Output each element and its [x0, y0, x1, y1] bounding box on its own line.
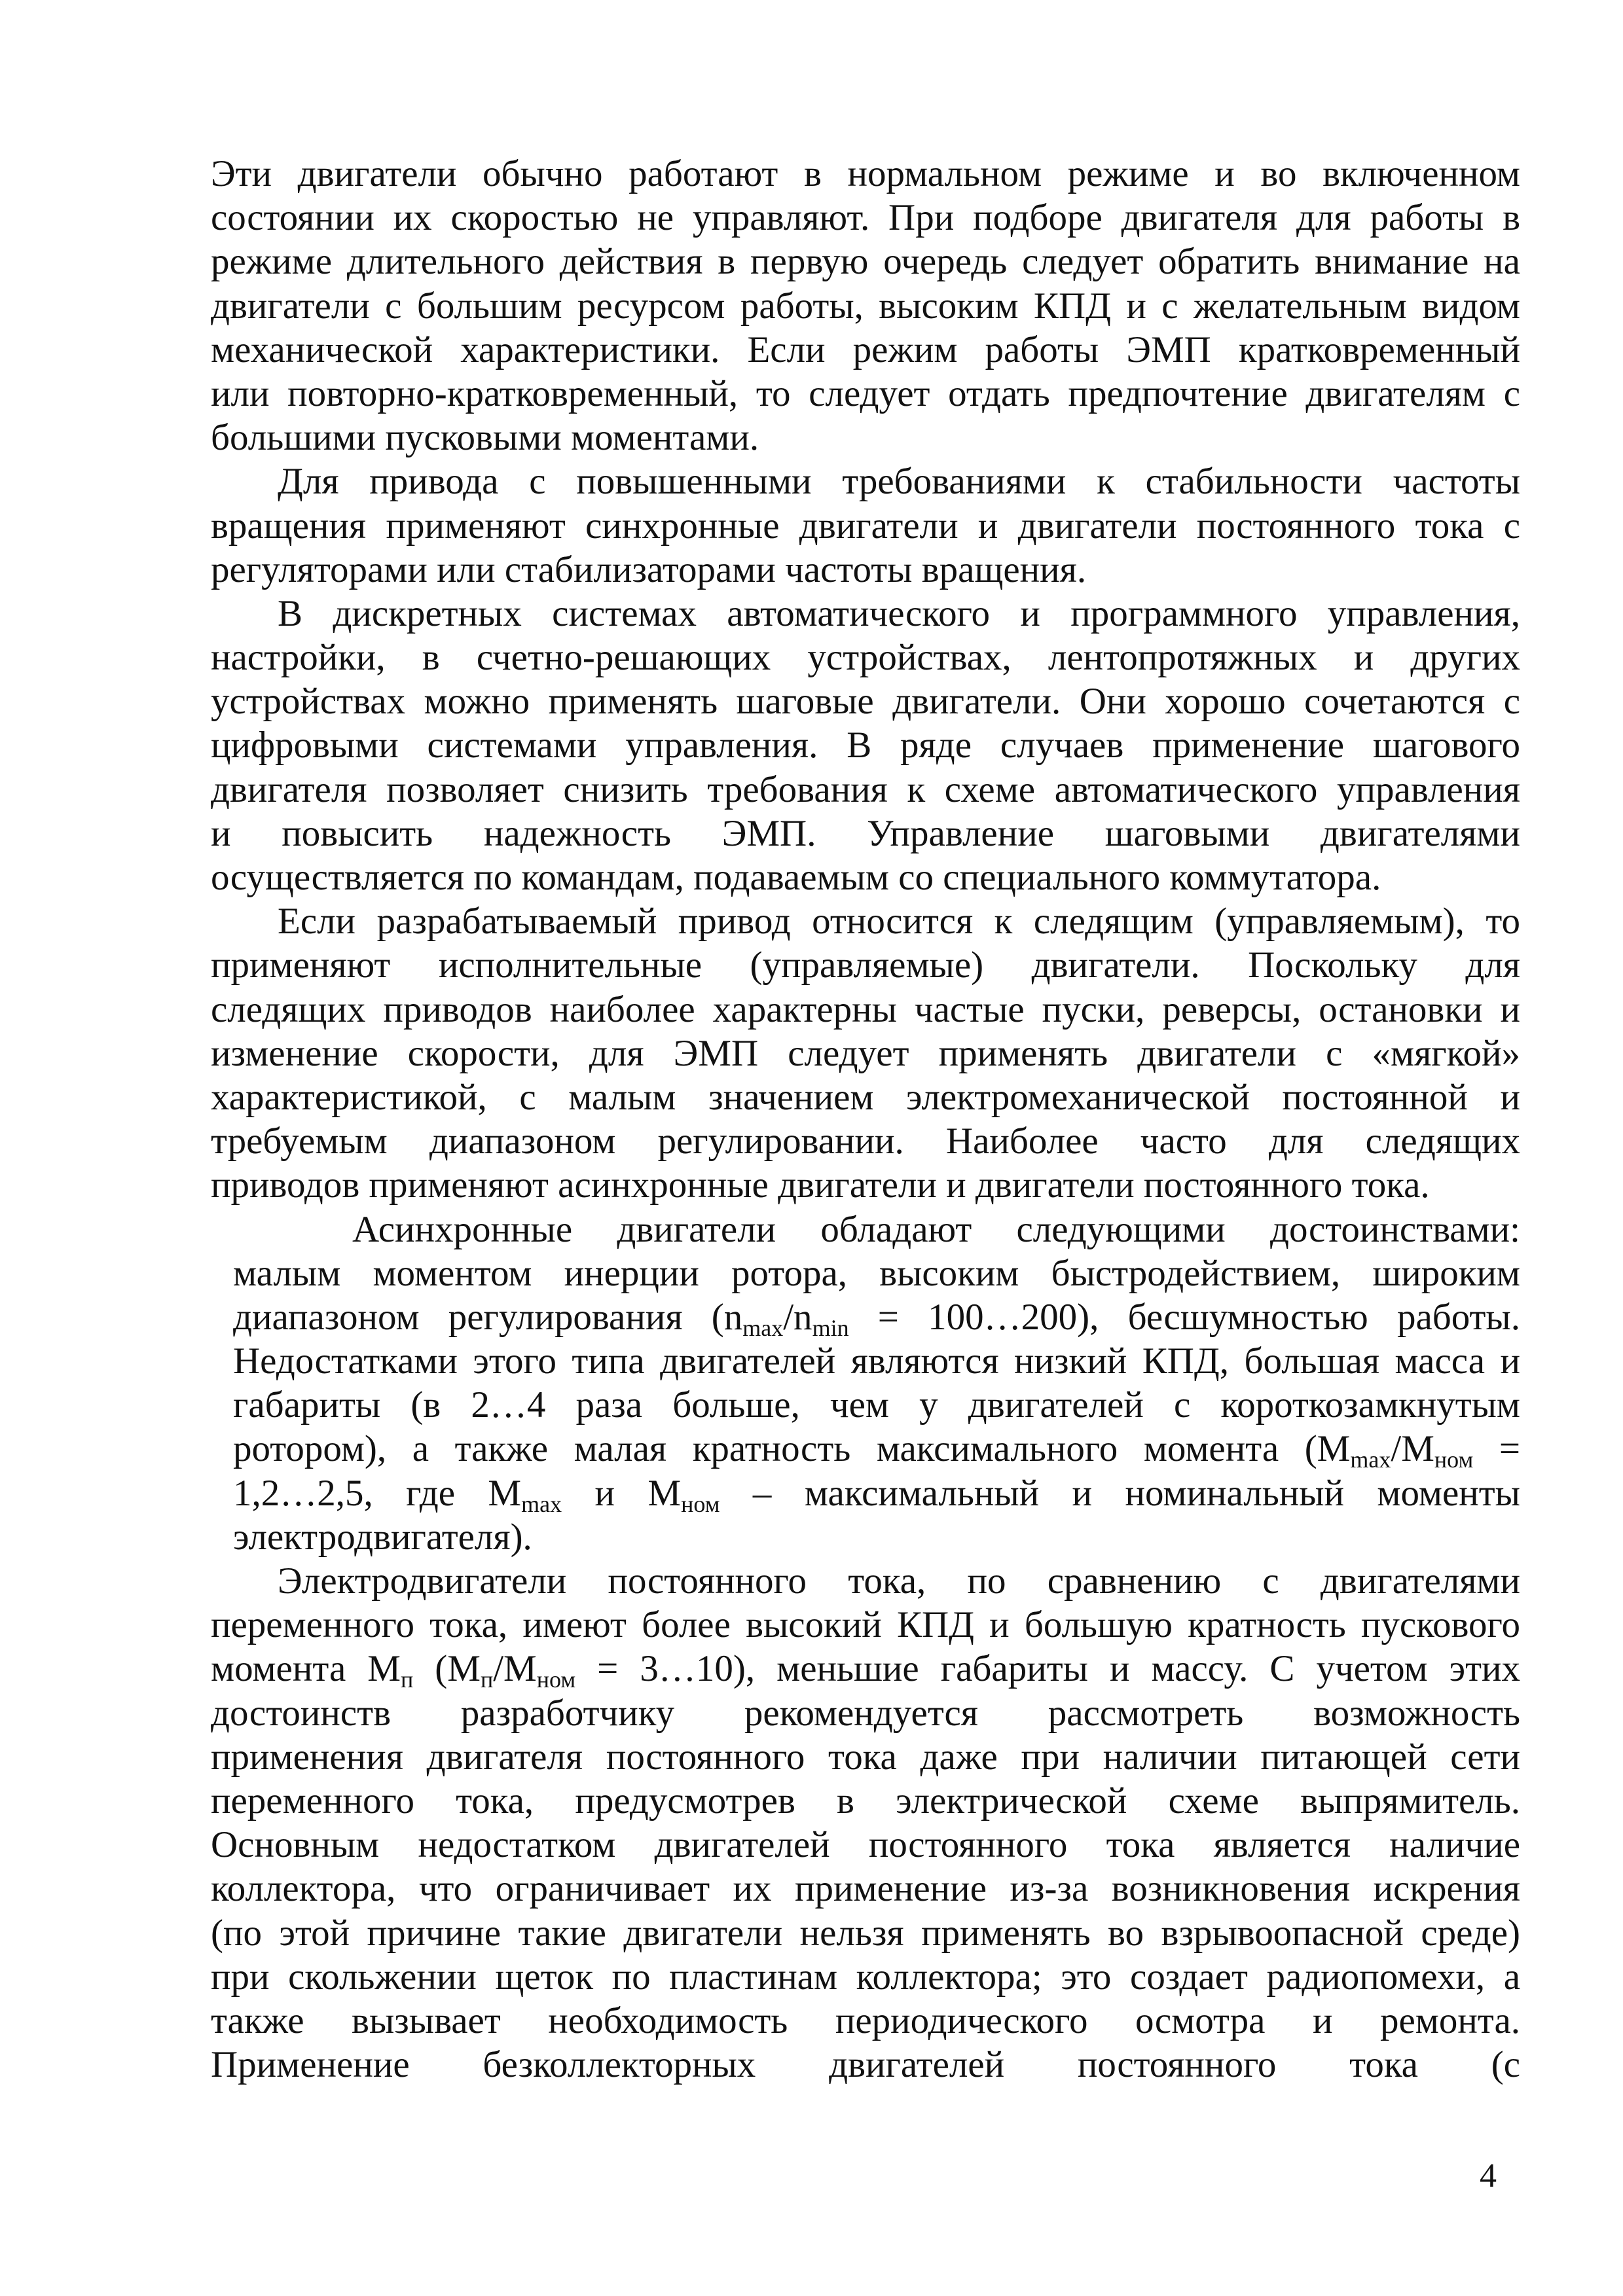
text-line: при скольжении щеток по пластинам коллектора; это создает радиопомехи, а — [211, 1956, 1520, 1998]
text-fragment: ротором), а также малая кратность максимального момента (M — [233, 1428, 1351, 1470]
text-line: регуляторами или стабилизаторами частоты вращения. — [211, 548, 1087, 590]
text-line: Асинхронные двигатели обладают следующими достоинствами: — [352, 1208, 1520, 1250]
document-body — [211, 152, 1520, 2087]
text-line: двигатели с большим ресурсом работы, высоким КПД и с желательным видом — [211, 285, 1520, 327]
text-line: коллектора, что ограничивает их применение из-за возникновения искрения — [211, 1868, 1520, 1910]
text-line: Основным недостатком двигателей постоянного тока является наличие — [211, 1824, 1520, 1866]
text-fragment: 1,2…2,5, где M — [233, 1472, 522, 1514]
text-line: следящих приводов наиболее характерны частые пуски, реверсы, остановки и — [211, 988, 1520, 1030]
text-line: осуществляется по командам, подаваемым со специального коммутатора. — [211, 857, 1381, 898]
text-line: настройки, в счетно-решающих устройствах, лентопротяжных и других — [211, 637, 1520, 679]
text-line: и повысить надежность ЭМП. Управление шаговыми двигателями — [211, 812, 1520, 854]
text-line: изменение скорости, для ЭМП следует применять двигатели с «мягкой» — [211, 1032, 1520, 1074]
subscript: max — [521, 1490, 562, 1515]
text-line: применяют исполнительные (управляемые) двигатели. Поскольку для — [211, 944, 1520, 986]
subscript: п — [480, 1666, 494, 1691]
text-line: электродвигателя). — [233, 1516, 532, 1558]
text-fragment: = 3…10), меньшие габариты и массу. С учетом этих — [575, 1648, 1520, 1690]
text-line: приводов применяют асинхронные двигатели и двигатели постоянного тока. — [211, 1164, 1430, 1206]
text-line: Для привода с повышенными требованиями к стабильности частоты — [278, 461, 1520, 503]
text-line: Эти двигатели обычно работают в нормальном режиме и во включенном — [211, 153, 1520, 194]
text-line: характеристикой, с малым значением электромеханической постоянной и — [211, 1076, 1520, 1118]
text-line-with-formula — [211, 1295, 1520, 1339]
subscript: max — [1350, 1446, 1391, 1471]
text-line: В дискретных системах автоматического и программного управления, — [278, 592, 1520, 634]
subscript: ном — [1434, 1446, 1474, 1471]
text-fragment: диапазоном регулирования (n — [233, 1296, 743, 1338]
text-fragment: /M — [493, 1648, 537, 1690]
text-fragment: = 100…200), бесшумностью работы. — [848, 1296, 1520, 1338]
text-fragment: – максимальный и номинальный моменты — [720, 1472, 1520, 1514]
text-line: малым моментом инерции ротора, высоким быстродействием, широким — [233, 1252, 1520, 1294]
text-line: требуемым диапазоном регулировании. Наиболее часто для следящих — [211, 1121, 1520, 1162]
subscript: ном — [536, 1666, 576, 1691]
text-line: механической характеристики. Если режим работы ЭМП кратковременный — [211, 329, 1520, 370]
text-fragment: /M — [1391, 1428, 1434, 1470]
text-line: Электродвигатели постоянного тока, по сравнению с двигателями — [278, 1560, 1520, 1602]
text-line: Применение безколлекторных двигателей постоянного тока (с — [211, 2044, 1520, 2086]
text-line: достоинств разработчику рекомендуется рассмотреть возможность — [211, 1692, 1520, 1734]
text-line-with-formula — [211, 1647, 1520, 1691]
subscript: п — [400, 1666, 414, 1691]
text-line: состоянии их скоростью не управляют. При подборе двигателя для работы в — [211, 197, 1520, 239]
text-line: вращения применяют синхронные двигатели и двигатели постоянного тока с — [211, 505, 1520, 547]
text-line: (по этой причине такие двигатели нельзя применять во взрывоопасной среде) — [211, 1912, 1520, 1954]
subscript: ном — [681, 1490, 720, 1515]
text-line: переменного тока, имеют более высокий КПД и большую кратность пускового — [211, 1604, 1520, 1646]
text-line-with-formula — [211, 1471, 1520, 1515]
text-line: Недостатками этого типа двигателей являются низкий КПД, большая масса и — [233, 1340, 1520, 1382]
page-number: 4 — [1480, 2157, 1497, 2195]
text-fragment: /n — [783, 1296, 812, 1338]
text-line: Если разрабатываемый привод относится к следящим (управляемым), то — [278, 901, 1520, 942]
text-line: габариты (в 2…4 раза больше, чем у двигателей с короткозамкнутым — [233, 1384, 1520, 1426]
text-line: режиме длительного действия в первую очередь следует обратить внимание на — [211, 241, 1520, 283]
text-fragment: = — [1473, 1428, 1520, 1470]
text-line: или повторно-кратковременный, то следует отдать предпочтение двигателям с — [211, 372, 1520, 414]
subscript: max — [742, 1314, 784, 1340]
text-line: также вызывает необходимость периодического осмотра и ремонта. — [211, 2000, 1520, 2041]
text-line: применения двигателя постоянного тока даже при наличии питающей сети — [211, 1736, 1520, 1778]
text-line-with-formula — [211, 1427, 1520, 1471]
text-line: двигателя позволяет снизить требования к схеме автоматического управления — [211, 768, 1520, 810]
text-line: переменного тока, предусмотрев в электрической схеме выпрямитель. — [211, 1780, 1520, 1821]
text-line: цифровыми системами управления. В ряде случаев применение шагового — [211, 725, 1520, 766]
text-line: устройствах можно применять шаговые двигатели. Они хорошо сочетаются с — [211, 681, 1520, 723]
text-line: большими пусковыми моментами. — [211, 417, 759, 459]
text-fragment: (M — [413, 1648, 481, 1690]
text-fragment: момента M — [211, 1648, 401, 1690]
subscript: min — [812, 1314, 849, 1340]
text-fragment: и M — [562, 1472, 682, 1514]
